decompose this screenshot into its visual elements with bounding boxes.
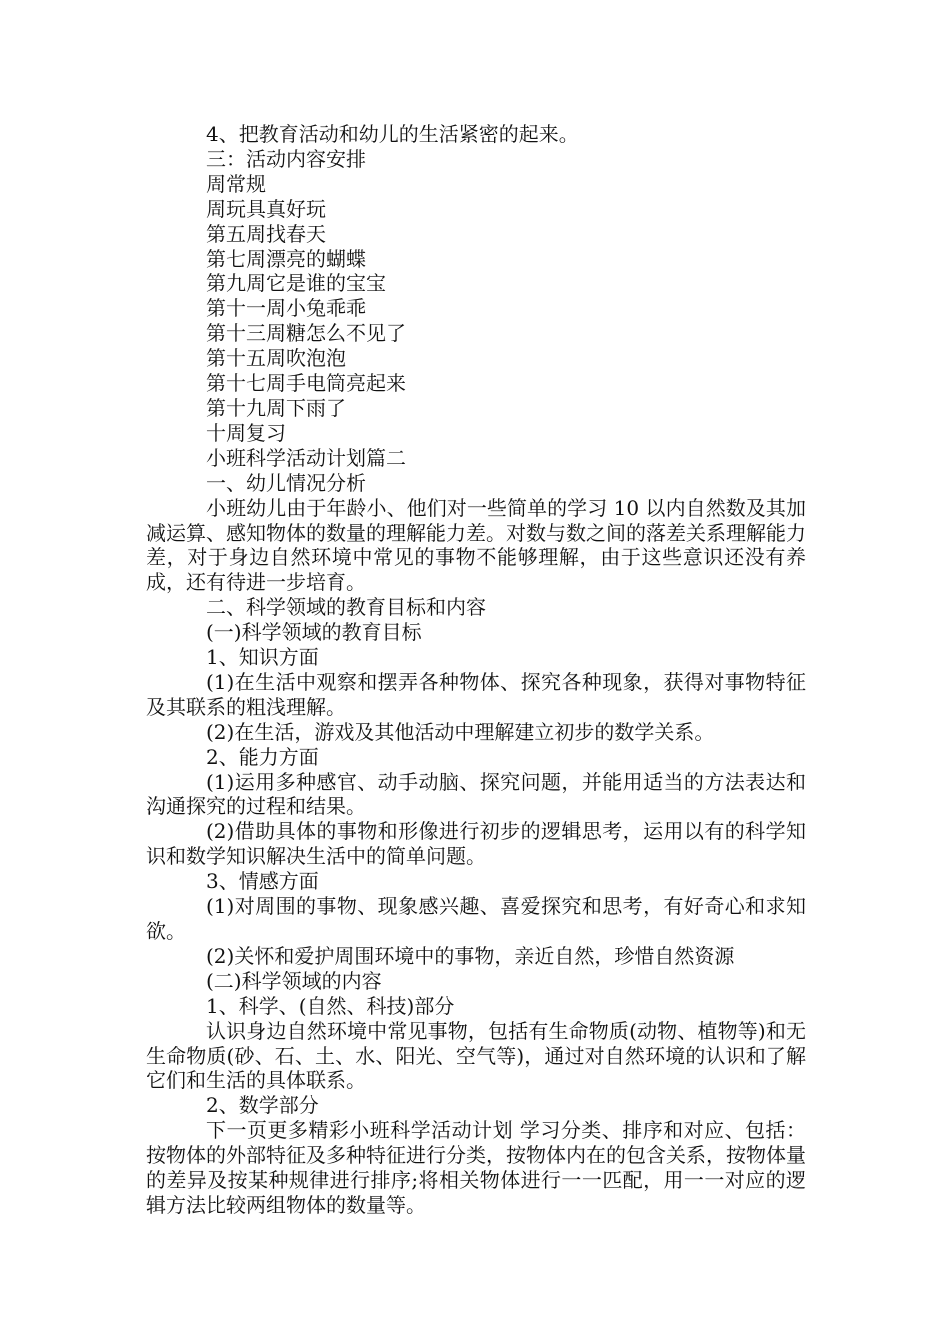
subsection-heading: 2、数学部分 bbox=[206, 1093, 319, 1118]
subsection-heading: (一)科学领域的教育目标 bbox=[206, 620, 422, 645]
paragraph: 小班幼儿由于年龄小、他们对一些简单的学习 10 以内自然数及其加减运算、感知物体的数量的理解能力差。对数与数之间的落差关系理解能力差，对于身边自然环境中常见的事物不能够理解，由于这些意识还没有养成，还有待进一步培育。 bbox=[146, 495, 806, 595]
schedule-item: 第十九周下雨了 bbox=[206, 395, 346, 420]
schedule-item: 第十一周小兔乖乖 bbox=[206, 296, 366, 321]
section-heading: 二、科学领域的教育目标和内容 bbox=[206, 595, 486, 620]
schedule-item: 十周复习 bbox=[206, 420, 286, 445]
subsection-heading: 2、能力方面 bbox=[206, 744, 319, 769]
paragraph: 4、把教育活动和幼儿的生活紧密的起来。 bbox=[206, 122, 579, 146]
schedule-item: 第五周找春天 bbox=[206, 221, 326, 246]
schedule-item: 第十七周手电筒亮起来 bbox=[206, 371, 406, 396]
document-body bbox=[146, 122, 806, 1218]
subsection-heading: 1、科学、(自然、科技)部分 bbox=[206, 993, 455, 1018]
paragraph: 下一页更多精彩小班科学活动计划 学习分类、排序和对应、包括：按物体的外部特征及多种特征进行分类，按物体内在的包含关系，按物体量的差异及按某种规律进行排序;将相关物体进行一一匹配，用一一对应的逻辑方法比较两组物体的数量等。 bbox=[146, 1118, 806, 1217]
schedule-item: 第九周它是谁的宝宝 bbox=[206, 271, 386, 296]
subsection-heading: 1、知识方面 bbox=[206, 645, 319, 670]
section-heading: 三：活动内容安排 bbox=[206, 146, 366, 171]
paragraph: (1)运用多种感官、动手动脑、探究问题，并能用适当的方法表达和沟通探究的过程和结果。 bbox=[146, 769, 806, 819]
document-subtitle: 小班科学活动计划篇二 bbox=[206, 445, 406, 470]
subsection-heading: 3、情感方面 bbox=[206, 869, 319, 894]
paragraph: (1)在生活中观察和摆弄各种物体、探究各种现象，获得对事物特征及其联系的粗浅理解。 bbox=[146, 669, 806, 719]
schedule-item: 周玩具真好玩 bbox=[206, 196, 326, 221]
schedule-item: 第七周漂亮的蝴蝶 bbox=[206, 246, 366, 271]
paragraph: (2)关怀和爱护周围环境中的事物，亲近自然，珍惜自然资源 bbox=[206, 943, 735, 968]
schedule-item: 第十三周糖怎么不见了 bbox=[206, 321, 406, 346]
paragraph: 认识身边自然环境中常见事物，包括有生命物质(动物、植物等)和无生命物质(砂、石、土、水、阳光、空气等)，通过对自然环境的认识和了解它们和生活的具体联系。 bbox=[146, 1018, 806, 1093]
paragraph: (2)借助具体的事物和形像进行初步的逻辑思考，运用以有的科学知识和数学知识解决生活中的简单问题。 bbox=[146, 819, 806, 869]
paragraph: (1)对周围的事物、现象感兴趣、喜爱探究和思考，有好奇心和求知欲。 bbox=[146, 894, 806, 943]
schedule-item: 第十五周吹泡泡 bbox=[206, 346, 346, 371]
section-heading: 一、幼儿情况分析 bbox=[206, 470, 366, 495]
schedule-item: 周常规 bbox=[206, 171, 266, 196]
paragraph: (2)在生活，游戏及其他活动中理解建立初步的数学关系。 bbox=[206, 719, 715, 744]
subsection-heading: (二)科学领域的内容 bbox=[206, 968, 382, 993]
